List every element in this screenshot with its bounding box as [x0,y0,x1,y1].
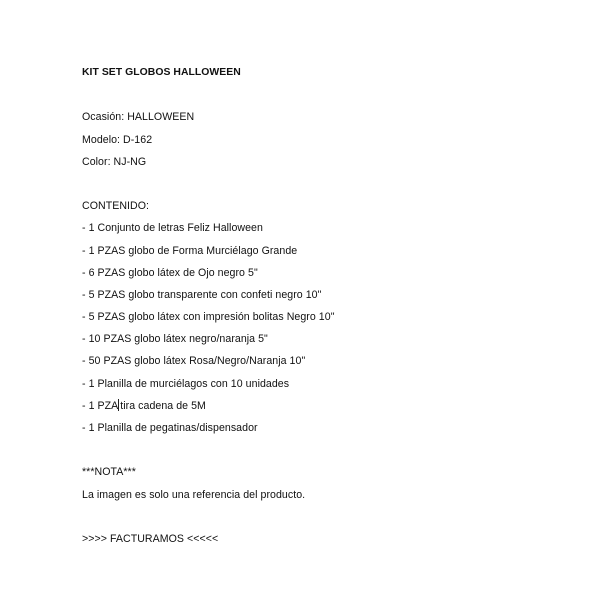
model-line: Modelo: D-162 [82,133,153,146]
content-item: - 5 PZAS globo transparente con confeti negro 10" [82,288,322,301]
document-title: KIT SET GLOBOS HALLOWEEN [82,67,241,78]
footer-text: >>>> FACTURAMOS <<<<< [82,532,219,545]
occasion-line: Ocasión: HALLOWEEN [82,111,195,124]
content-item: - 1 Planilla de pegatinas/dispensador [82,422,258,434]
spacer [82,173,582,195]
content-item: - 6 PZAS globo látex de Ojo negro 5" [82,266,258,279]
content-item: - 1 Conjunto de letras Feliz Halloween [82,222,263,235]
note-heading: ***NOTA*** [82,466,136,479]
content-item-chain[interactable] [82,395,582,417]
spacer [82,439,582,461]
spacer [82,84,582,106]
content-item: - 5 PZAS globo látex con impresión bolitas Negro 10" [82,311,335,324]
chain-text-before-caret: - 1 PZA [82,399,119,412]
color-line: Color: NJ-NG [82,155,147,168]
spacer [82,506,582,528]
chain-text-after-caret: tira cadena de 5M [120,399,206,412]
note-text: La imagen es solo una referencia del producto. [82,488,306,501]
contents-heading: CONTENIDO: [82,200,150,213]
content-item: - 50 PZAS globo látex Rosa/Negro/Naranja 10" [82,355,306,368]
document-body [82,62,582,550]
content-item: - 1 Planilla de murciélagos con 10 unidades [82,377,290,390]
content-item: - 1 PZAS globo de Forma Murciélago Grande [82,244,298,257]
content-item: - 10 PZAS globo látex negro/naranja 5" [82,333,268,346]
